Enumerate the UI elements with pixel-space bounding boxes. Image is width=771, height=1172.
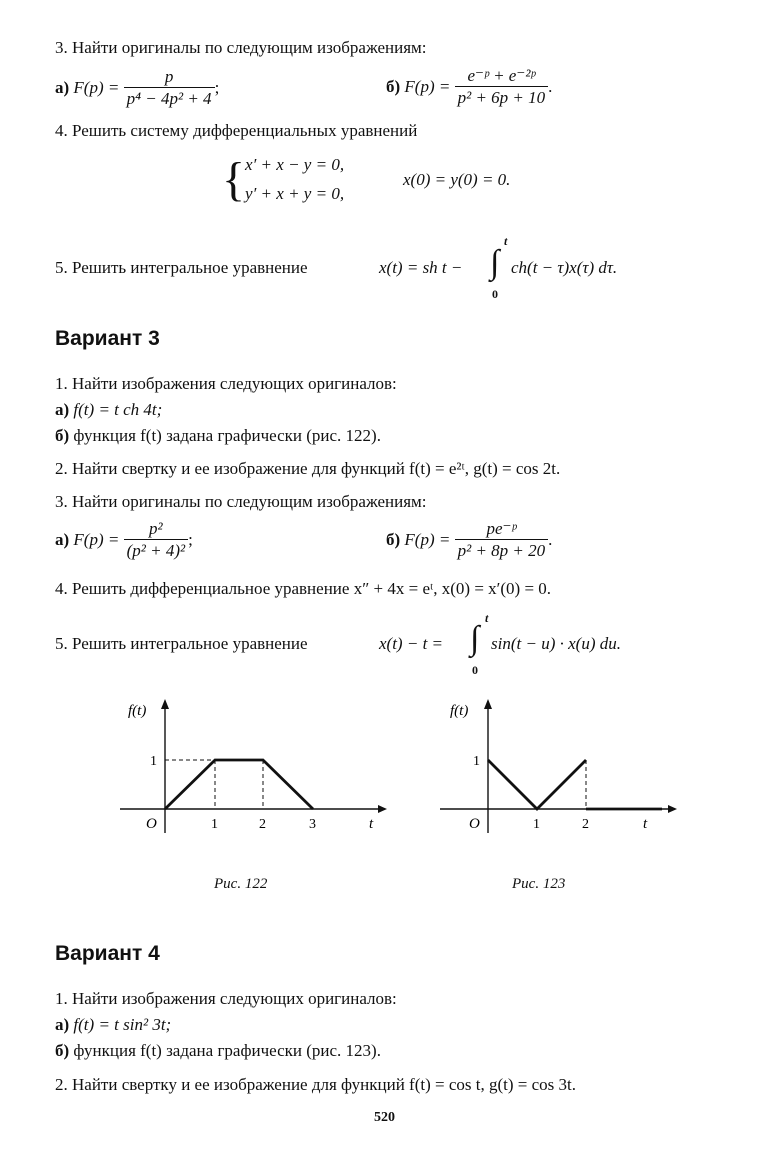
fig122-x-tick-1: 1: [211, 817, 218, 832]
v3-task1a: [55, 400, 162, 420]
system-eq2: y′ + x + y = 0,: [245, 184, 345, 203]
v3-task5-upper-limit: t: [485, 611, 489, 625]
prev-task5-text: 5. Решить интегральное уравнение: [55, 258, 308, 277]
prev-task3a-fraction: [124, 67, 215, 108]
fig122-y-tick: 1: [150, 754, 157, 769]
fig122-x-tick-2: 2: [259, 817, 266, 832]
prev-task5-integrand: ch(t − τ)x(τ) dτ.: [511, 258, 618, 277]
fig122-x-tick-3: 3: [309, 817, 316, 832]
fig122-curve: [165, 760, 313, 809]
v3-task5-lhs: x(t) − t =: [379, 634, 444, 653]
v3-task3a-denominator: (p² + 4)²: [124, 539, 189, 561]
v3-task2-text: 2. Найти свертку и ее изображение для функций f(t) = e²ᵗ, g(t) = cos 2t.: [55, 459, 561, 478]
prev-task3b-numerator: e⁻ᵖ + e⁻²ᵖ: [467, 66, 536, 86]
prev-task5-lower-limit: 0: [492, 287, 498, 301]
v3-task1a-label: а): [55, 400, 70, 419]
prev-task4-text: 4. Решить систему дифференциальных уравнений: [55, 121, 418, 140]
prev-task3a-tail: ;: [214, 78, 220, 97]
prev-task3-text: 3. Найти оригиналы по следующим изображениям:: [55, 38, 427, 57]
prev-task5-lhs: x(t) = sh t −: [379, 258, 463, 277]
v3-task3a: [55, 517, 193, 563]
prev-task3b-denominator: p² + 6p + 10: [455, 86, 549, 108]
v3-task1-text: 1. Найти изображения следующих оригиналов:: [55, 374, 397, 393]
fig123-x-arrow: [668, 805, 677, 813]
variant3-heading: Вариант 3: [55, 327, 160, 350]
v3-task3b-tail: .: [548, 530, 553, 549]
v3-task3b-denominator: p² + 8p + 20: [455, 539, 549, 561]
v4-task1a-formula: f(t) = t sin² 3t;: [73, 1015, 172, 1034]
fig122-origin: O: [146, 816, 157, 832]
v3-task5-text: 5. Решить интегральное уравнение: [55, 634, 308, 653]
fig122-y-arrow: [161, 699, 169, 709]
v3-task3b-label: б): [386, 530, 401, 549]
prev-task3b: [386, 62, 552, 112]
prev-task4-initial-conditions: x(0) = y(0) = 0.: [403, 170, 511, 189]
prev-task5-integral-sign: ∫: [490, 244, 500, 281]
figure-123-graph: [430, 695, 690, 845]
prev-task3b-label: б): [386, 77, 401, 96]
prev-task3b-fraction: [455, 66, 549, 107]
v3-task3b: [386, 515, 552, 565]
fig122-x-label: t: [369, 816, 374, 832]
prev-task5-upper-limit: t: [504, 234, 508, 248]
v4-task2-text: 2. Найти свертку и ее изображение для функций f(t) = cos t, g(t) = cos 3t.: [55, 1075, 576, 1094]
v4-task1-text: 1. Найти изображения следующих оригиналов:: [55, 989, 397, 1008]
figure-122-caption: Рис. 122: [214, 876, 268, 892]
v3-task3b-lhs: F(p) =: [404, 530, 451, 549]
v3-task5-integrand: sin(t − u) · x(u) du.: [491, 634, 621, 653]
v3-task1a-formula: f(t) = t ch 4t;: [73, 400, 163, 419]
figure-123-caption: Рис. 123: [512, 876, 566, 892]
prev-task3b-tail: .: [548, 77, 553, 96]
v3-task3b-fraction: [455, 519, 549, 560]
v4-task1b-text: функция f(t) задана графически (рис. 123).: [73, 1041, 381, 1060]
v4-task1a: [55, 1015, 171, 1035]
v3-task1b-label: б): [55, 426, 70, 445]
fig123-y-arrow: [484, 699, 492, 709]
fig123-x-tick-1: 1: [533, 817, 540, 832]
prev-task3a-label: а): [55, 78, 70, 97]
v3-task5-lower-limit: 0: [472, 663, 478, 677]
v3-task4-text: 4. Решить дифференциальное уравнение x″ + 4x = eᵗ, x(0) = x′(0) = 0.: [55, 579, 552, 598]
prev-task3a-denominator: p⁴ − 4p² + 4: [124, 87, 215, 109]
page-number: 520: [374, 1110, 395, 1125]
v3-task3-text: 3. Найти оригиналы по следующим изображениям:: [55, 492, 427, 511]
fig123-x-label: t: [643, 816, 648, 832]
v3-task3a-label: а): [55, 530, 70, 549]
fig122-y-label: f(t): [128, 703, 147, 719]
fig123-x-tick-2: 2: [582, 817, 589, 832]
fig123-curve: [488, 760, 586, 809]
v3-task3a-numerator: p²: [149, 519, 163, 539]
fig123-y-tick: 1: [473, 754, 480, 769]
v4-task1b-label: б): [55, 1041, 70, 1060]
v3-task3a-tail: ;: [188, 530, 193, 549]
prev-task3a-numerator: p: [164, 67, 174, 87]
v3-task3a-lhs: F(p) =: [73, 530, 120, 549]
v4-task1a-label: а): [55, 1015, 70, 1034]
v3-task5-integral-sign: ∫: [470, 620, 480, 657]
v3-task3a-fraction: [124, 519, 189, 560]
fig122-x-arrow: [378, 805, 387, 813]
fig123-origin: O: [469, 816, 480, 832]
figure-122-graph: [110, 695, 400, 845]
system-eq1: x′ + x − y = 0,: [245, 155, 345, 175]
prev-task3b-lhs: F(p) =: [404, 77, 451, 96]
fig123-y-label: f(t): [450, 703, 469, 719]
v3-task1b-text: функция f(t) задана графически (рис. 122).: [73, 426, 381, 445]
v3-task1b: [55, 426, 381, 446]
system-equations: [245, 151, 344, 209]
system-brace: {: [222, 153, 246, 206]
v3-task3b-numerator: pe⁻ᵖ: [486, 519, 517, 539]
variant4-heading: Вариант 4: [55, 942, 160, 965]
v4-task1b: [55, 1041, 381, 1061]
prev-task4-system: [222, 150, 344, 210]
prev-task3a: [55, 66, 219, 110]
prev-task3a-lhs: F(p) =: [73, 78, 120, 97]
